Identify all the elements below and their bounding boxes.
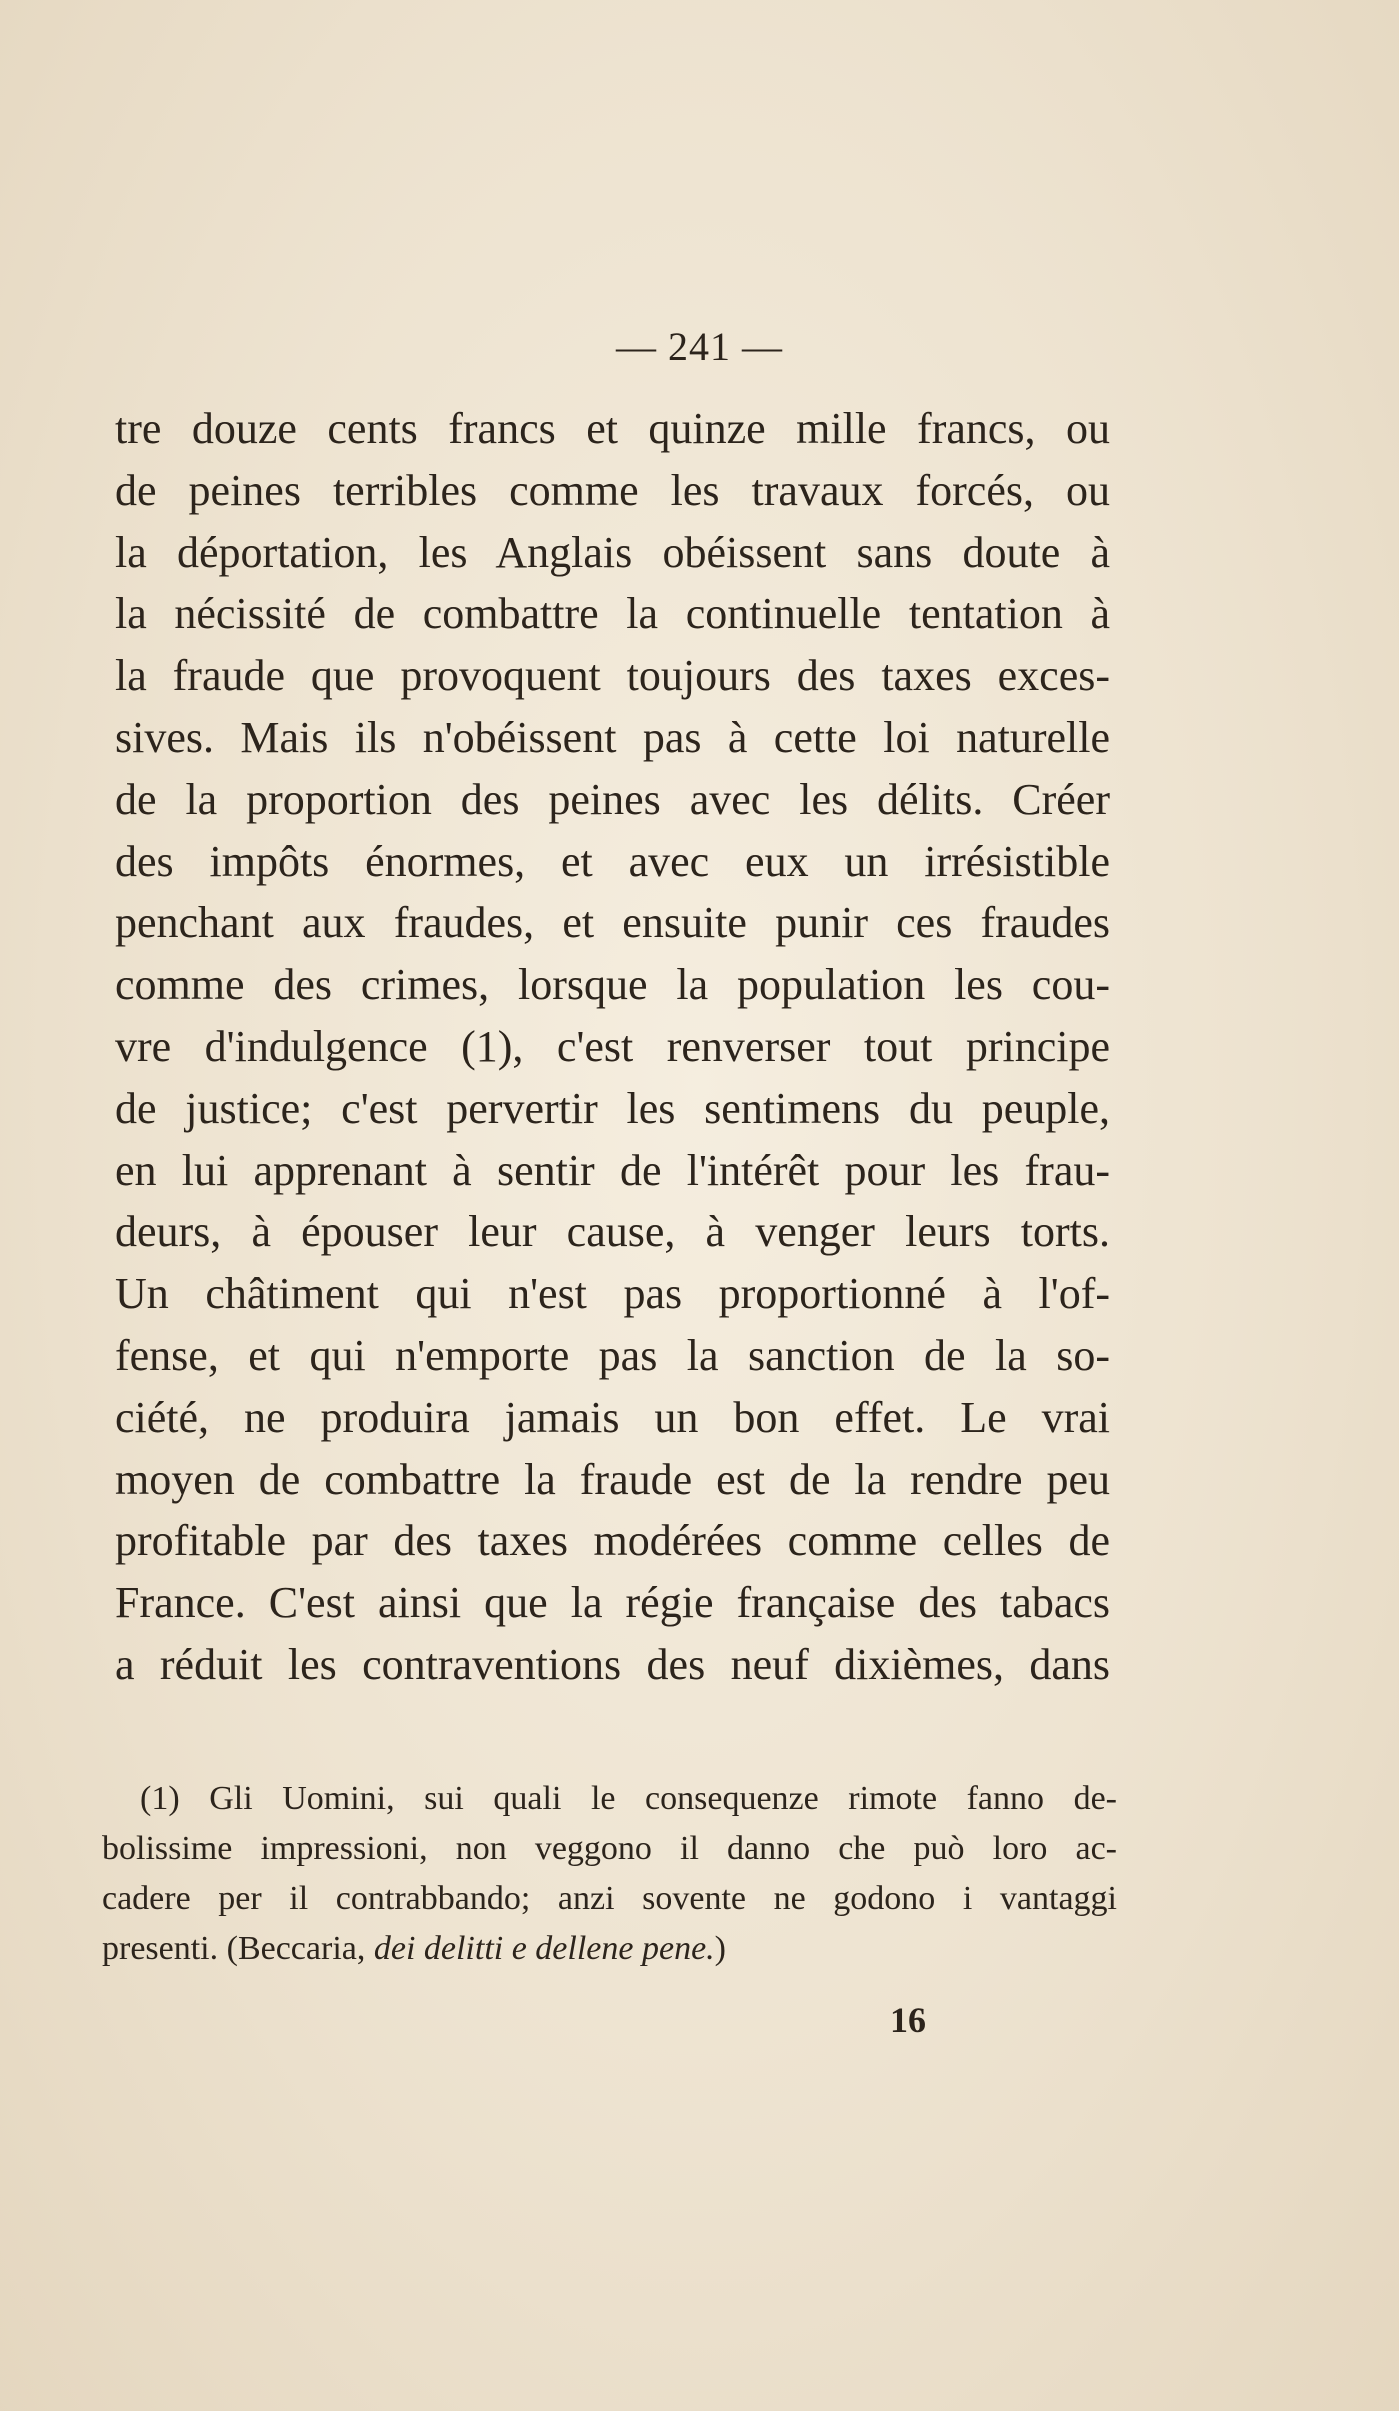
footnote-line: (1) Gli Uomini, sui quali le consequenze rimote fanno de-: [140, 1780, 1117, 1817]
text-line: comme des crimes, lorsque la population les cou-: [115, 960, 1110, 1010]
text-line: sives. Mais ils n'obéissent pas à cette loi naturelle: [115, 712, 1110, 762]
text-line: fense, et qui n'emporte pas la sanction de la so-: [115, 1330, 1110, 1380]
footnote-line: cadere per il contrabbando; anzi sovente ne godono i vantaggi: [102, 1880, 1117, 1917]
text-line: la fraude que provoquent toujours des taxes exces-: [115, 651, 1110, 701]
text-line: de justice; c'est pervertir les sentimens du peuple,: [115, 1083, 1110, 1133]
footnote-line: bolissime impressioni, non veggono il danno che può loro ac-: [102, 1830, 1117, 1867]
text-line: des impôts énormes, et avec eux un irrésistible: [115, 836, 1110, 886]
footnote-citation-line: [102, 1924, 1117, 1974]
footnote: [102, 1774, 1117, 1974]
page-number: — 241 —: [616, 324, 783, 369]
text-line: Un châtiment qui n'est pas proportionné à l'of-: [115, 1269, 1110, 1319]
signature-mark: 16: [890, 2000, 926, 2040]
text-line: ciété, ne produira jamais un bon effet. Le vrai: [115, 1392, 1110, 1442]
footnote-citation-text: presenti. (Beccaria,: [102, 1930, 374, 1967]
footnote-citation-close: ): [714, 1930, 726, 1967]
text-line: la nécissité de combattre la continuelle tentation à: [115, 589, 1110, 639]
text-line: de la proportion des peines avec les délits. Créer: [115, 774, 1110, 824]
footnote-citation-title: dei delitti e dellene pene.: [373, 1930, 715, 1967]
text-line: a réduit les contraventions des neuf dixièmes, dans: [115, 1639, 1110, 1689]
text-line: de peines terribles comme les travaux forcés, ou: [115, 465, 1110, 515]
text-line: penchant aux fraudes, et ensuite punir ces fraudes: [115, 898, 1110, 948]
text-line: tre douze cents francs et quinze mille francs, ou: [115, 404, 1110, 453]
text-line: vre d'indulgence (1), c'est renverser tout principe: [115, 1021, 1110, 1071]
body-text: [115, 398, 1110, 1696]
text-line: deurs, à épouser leur cause, à venger leurs torts.: [115, 1207, 1110, 1257]
text-line: en lui apprenant à sentir de l'intérêt pour les frau-: [115, 1145, 1110, 1195]
text-line: profitable par des taxes modérées comme celles de: [115, 1516, 1110, 1566]
text-line: France. C'est ainsi que la régie française des tabacs: [115, 1578, 1110, 1628]
text-line: moyen de combattre la fraude est de la rendre peu: [115, 1454, 1110, 1504]
text-line: la déportation, les Anglais obéissent sans doute à: [115, 527, 1110, 577]
